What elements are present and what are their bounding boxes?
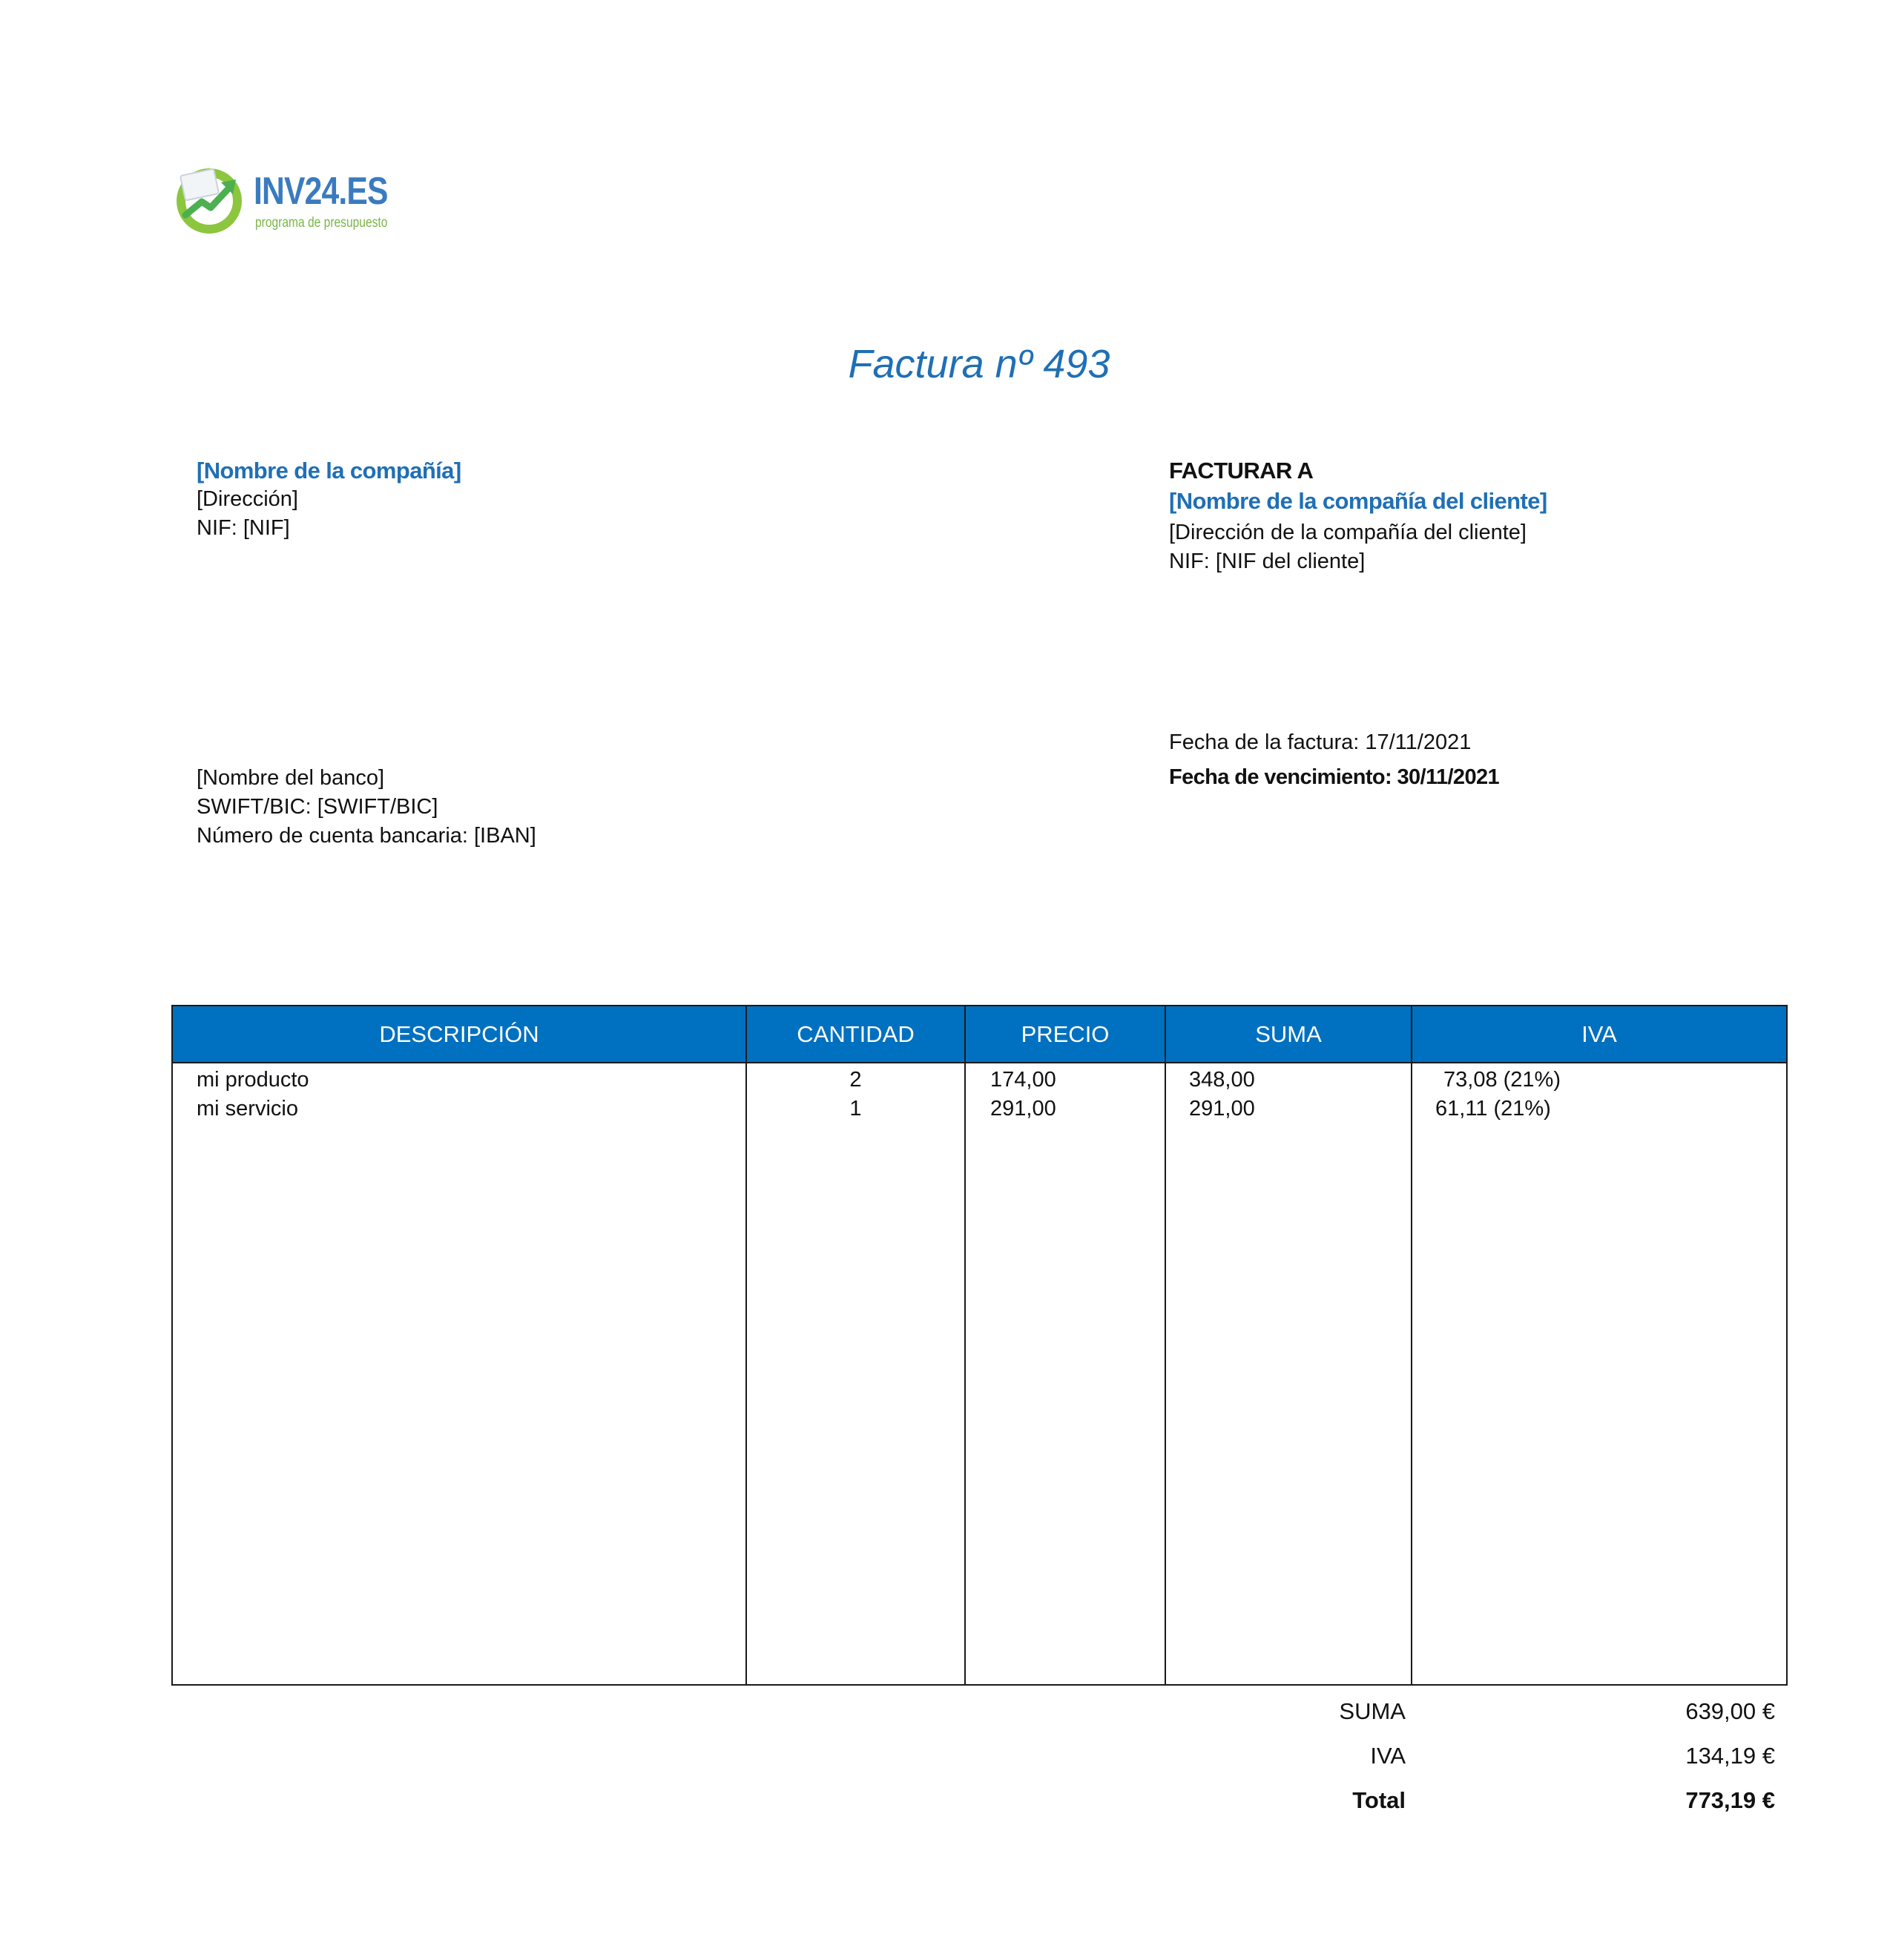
column-divider bbox=[1411, 1006, 1412, 1684]
client-nif: NIF: [NIF del cliente] bbox=[1169, 550, 1366, 573]
bank-name: [Nombre del banco] bbox=[197, 766, 385, 790]
row-2-quantity: 1 bbox=[849, 1097, 862, 1121]
logo-wordmark: INV24.ES bbox=[254, 170, 388, 213]
invoice-title: Factura nº 493 bbox=[848, 342, 1110, 386]
invoice-date: Fecha de la factura: 17/11/2021 bbox=[1169, 730, 1472, 754]
header-descripcion: DESCRIPCIÓN bbox=[379, 1021, 539, 1047]
row-1-price: 174,00 bbox=[990, 1068, 1056, 1092]
totals-iva-value: 134,19 € bbox=[1685, 1743, 1775, 1769]
logo-tagline: programa de presupuesto bbox=[255, 215, 388, 231]
totals-suma-label: SUMA bbox=[1339, 1698, 1406, 1724]
row-2-iva: 61,11 (21%) bbox=[1435, 1097, 1551, 1121]
seller-company-name: [Nombre de la compañía] bbox=[197, 458, 461, 484]
logo-emblem-icon bbox=[172, 160, 246, 234]
client-company-name: [Nombre de la compañía del cliente] bbox=[1169, 488, 1547, 514]
totals-total-value: 773,19 € bbox=[1685, 1787, 1775, 1813]
row-2-sum: 291,00 bbox=[1189, 1097, 1255, 1121]
seller-nif: NIF: [NIF] bbox=[197, 516, 290, 540]
bank-block bbox=[197, 764, 536, 851]
seller-address: [Dirección] bbox=[197, 487, 298, 511]
column-divider bbox=[964, 1006, 966, 1684]
bill-to-heading: FACTURAR A bbox=[1169, 458, 1314, 484]
header-suma: SUMA bbox=[1255, 1021, 1322, 1047]
items-table bbox=[171, 1005, 1788, 1686]
totals-iva-label: IVA bbox=[1370, 1743, 1406, 1769]
row-1-description: mi producto bbox=[197, 1068, 309, 1092]
client-address: [Dirección de la compañía del cliente] bbox=[1169, 521, 1527, 544]
dates-block bbox=[1169, 728, 1499, 792]
totals-suma-value: 639,00 € bbox=[1685, 1698, 1775, 1724]
column-divider bbox=[1165, 1006, 1166, 1684]
bill-to-block bbox=[1169, 456, 1547, 576]
due-date: Fecha de vencimiento: 30/11/2021 bbox=[1169, 765, 1500, 789]
bank-swift: SWIFT/BIC: [SWIFT/BIC] bbox=[197, 795, 438, 819]
row-1-iva: 73,08 (21%) bbox=[1443, 1068, 1561, 1092]
header-precio: PRECIO bbox=[1021, 1021, 1110, 1047]
row-1-sum: 348,00 bbox=[1189, 1068, 1255, 1092]
row-2-description: mi servicio bbox=[197, 1097, 298, 1121]
totals-total-label: Total bbox=[1352, 1787, 1406, 1813]
seller-block bbox=[197, 456, 461, 543]
company-logo bbox=[172, 156, 409, 237]
bank-account: Número de cuenta bancaria: [IBAN] bbox=[197, 824, 536, 848]
header-cantidad: CANTIDAD bbox=[797, 1021, 915, 1047]
row-2-price: 291,00 bbox=[990, 1097, 1056, 1121]
row-1-quantity: 2 bbox=[849, 1068, 862, 1092]
header-iva: IVA bbox=[1581, 1021, 1617, 1047]
